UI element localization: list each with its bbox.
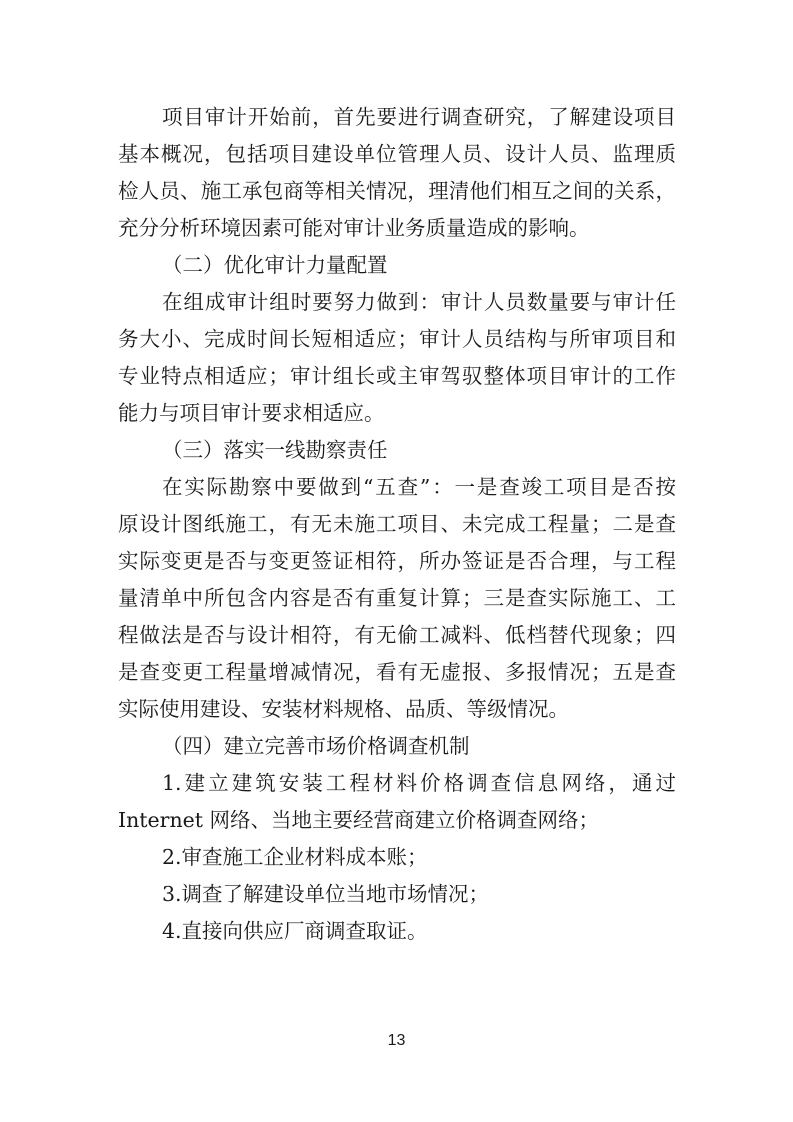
section-heading-field-survey: （三）落实一线勘察责任	[162, 438, 388, 462]
text-line: 程做法是否与设计相符，有无偷工减料、低档替代现象；四	[118, 623, 676, 647]
paragraph-intro	[118, 99, 676, 247]
page-number: 13	[387, 1032, 406, 1049]
text-line: 专业特点相适应；审计组长或主审驾驭整体项目审计的工作	[118, 364, 676, 388]
text-line: 项目审计开始前，首先要进行调查研究，了解建设项目	[162, 105, 676, 129]
text-line: 能力与项目审计要求相适应。	[118, 401, 385, 425]
text-line: Internet 网络、当地主要经营商建立价格调查网络；	[118, 808, 600, 832]
text-line: 在实际勘察中要做到“五查”：一是查竣工项目是否按	[162, 475, 676, 499]
paragraph-five-checks	[118, 469, 676, 728]
text-line: 充分分析环境因素可能对审计业务质量造成的影响。	[118, 216, 590, 240]
document-page	[118, 99, 676, 950]
list-item-material-cost-ledger: 2.审查施工企业材料成本账；	[162, 845, 428, 869]
section-heading-market-price-mechanism: （四）建立完善市场价格调查机制	[162, 734, 470, 758]
text-line: 检人员、施工承包商等相关情况，理清他们相互之间的关系，	[118, 179, 676, 203]
text-line: 实际变更是否与变更签证相符，所办签证是否合理，与工程	[118, 549, 676, 573]
text-line: 1.建立建筑安装工程材料价格调查信息网络，通过	[162, 771, 676, 795]
text-line: 是查变更工程量增减情况，看有无虚报、多报情况；五是查	[118, 660, 676, 684]
paragraph-audit-staffing	[118, 284, 676, 432]
text-line: 在组成审计组时要努力做到：审计人员数量要与审计任	[162, 290, 676, 314]
list-item-price-network	[118, 765, 676, 839]
text-line: 量清单中所包含内容是否有重复计算；三是查实际施工、工	[118, 586, 676, 610]
list-item-local-market: 3.调查了解建设单位当地市场情况；	[162, 882, 490, 906]
text-line: 实际使用建设、安装材料规格、品质、等级情况。	[118, 697, 569, 721]
list-item-supplier-evidence: 4.直接向供应厂商调查取证。	[162, 919, 428, 943]
text-line: 务大小、完成时间长短相适应；审计人员结构与所审项目和	[118, 327, 676, 351]
text-line: 原设计图纸施工，有无未施工项目、未完成工程量；二是查	[118, 512, 676, 536]
section-heading-optimize-audit-staffing: （二）优化审计力量配置	[162, 253, 388, 277]
text-line: 基本概况，包括项目建设单位管理人员、设计人员、监理质	[118, 142, 676, 166]
